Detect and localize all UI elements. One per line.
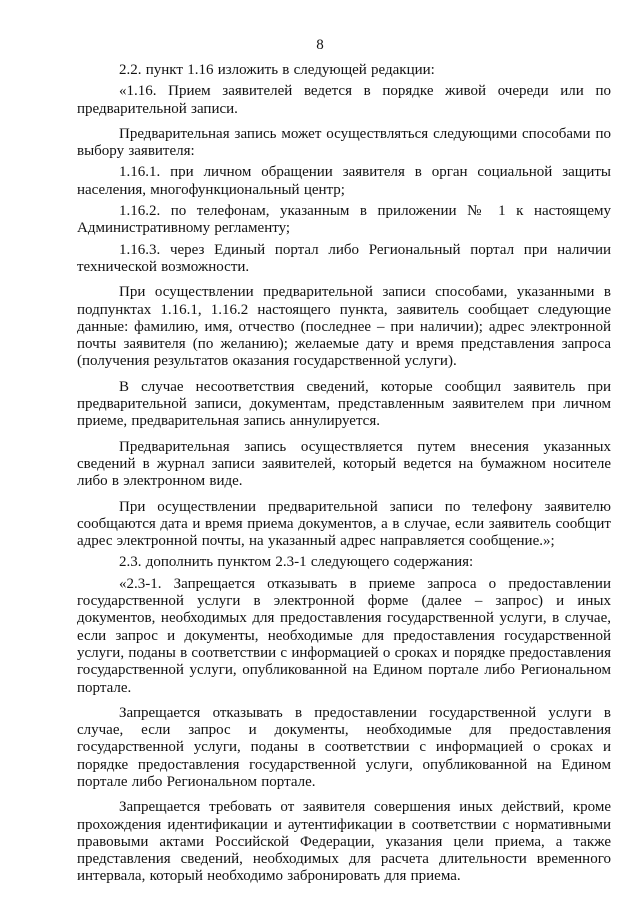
paragraph-requirements: Запрещается требовать от заявителя совершения иных действий, кроме прохождения идентификации и аутентификации в соответствии с нормативными правовыми актами Российской Федерации, указания цели приема, а также представления сведений, необходимых для расчета длительности временного интервала, который необходимо забронировать для приема. (77, 799, 611, 885)
paragraph-1-16-1: 1.16.1. при личном обращении заявителя в орган социальной защиты населения, многофункциональный центр; (77, 164, 611, 198)
paragraph-phone: При осуществлении предварительной записи по телефону заявителю сообщаются дата и время приема документов, а в случае, если заявитель сообщит адрес электронной почты, на указанный адрес направляется сообщение.»; (77, 498, 611, 550)
paragraph-2-3: 2.3. дополнить пунктом 2.3-1 следующего содержания: (119, 554, 474, 571)
paragraph-1-16-3: 1.16.3. через Единый портал либо Региональный портал при наличии технической возможности. (77, 241, 611, 275)
paragraph-refusal: Запрещается отказывать в предоставлении государственной услуги в случае, если запрос и документы, необходимые для предоставления государственной услуги, поданы в соответствии с информацией о сроках и порядке предоставления государственной услуги, опубликованной на Едином портале либо Региональном портале. (77, 704, 611, 790)
paragraph-2-3-1: «2.3-1. Запрещается отказывать в приеме запроса о предоставлении государственной услуги в электронной форме (далее – запрос) и иных документов, необходимых для предоставления государственной услуги, в случае, если запрос и документы, необходимые для предоставления государственной услуги, поданы в соответствии с информацией о сроках и порядке предоставления государственной услуги, опубликованной на Едином портале либо Региональном портале. (77, 575, 611, 696)
paragraph-mismatch: В случае несоответствия сведений, которые сообщил заявитель при предварительной записи, документам, представленным заявителем при личном приеме, предварительная запись аннулируется. (77, 378, 611, 430)
paragraph-1-16: «1.16. Прием заявителей ведется в порядке живой очереди или по предварительной записи. (77, 83, 611, 117)
paragraph-prelim-methods: Предварительная запись может осуществляться следующими способами по выбору заявителя: (77, 125, 611, 160)
page-number: 8 (316, 37, 324, 53)
paragraph-1-16-2: 1.16.2. по телефонам, указанным в приложении № 1 к настоящему Административному регламенту; (77, 203, 611, 237)
paragraph-2-2: 2.2. пункт 1.16 изложить в следующей редакции: (119, 62, 435, 78)
paragraph-prelim-data: При осуществлении предварительной записи способами, указанными в подпунктах 1.16.1, 1.16.2 настоящего пункта, заявитель сообщает следующие данные: фамилию, имя, отчество (последнее – при наличии); адрес электронной почты заявителя (по желанию); желаемые дату и время представления запроса (получения результатов оказания государственной услуги). (77, 284, 611, 370)
paragraph-journal: Предварительная запись осуществляется путем внесения указанных сведений в журнал записи заявителей, который ведется на бумажном носителе либо в электронном виде. (77, 438, 611, 490)
document-body (77, 62, 611, 890)
